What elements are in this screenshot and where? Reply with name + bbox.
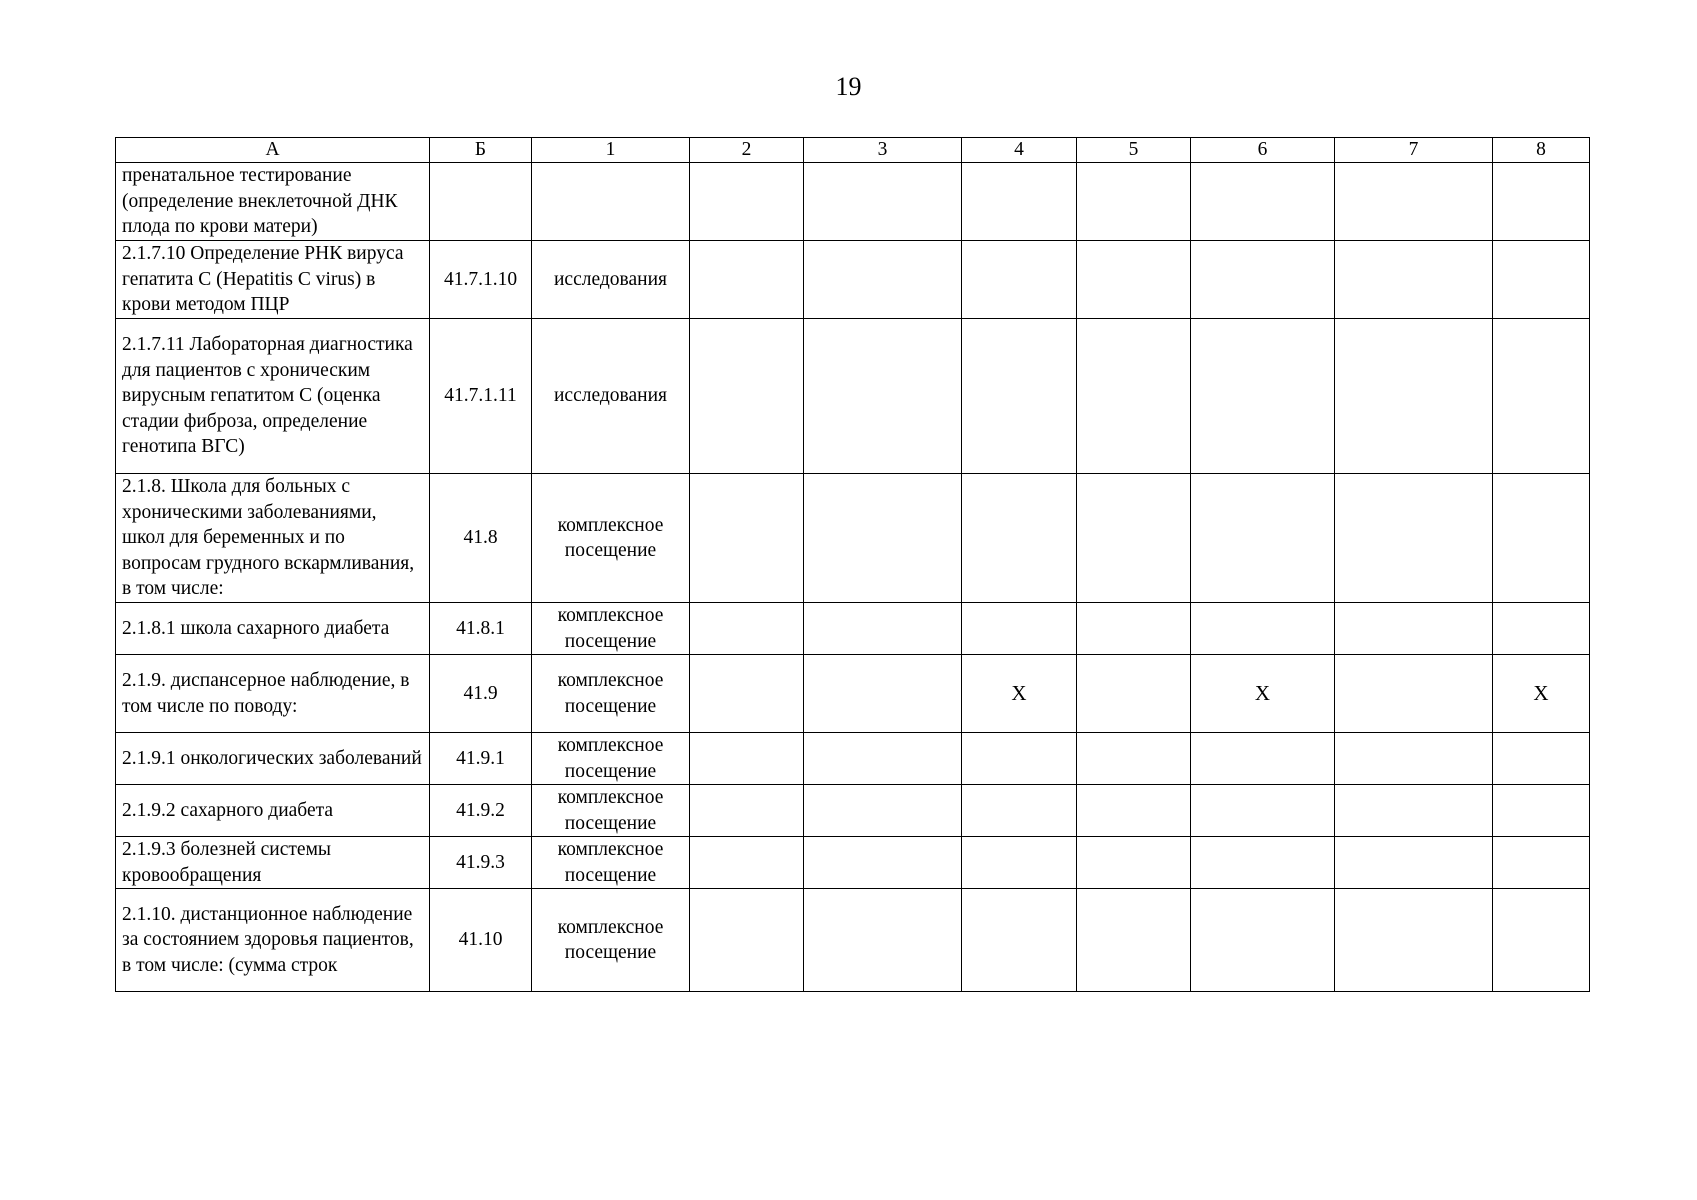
row-name-cell: 2.1.7.10 Определение РНК вируса гепатита С (Hepatitis C virus) в крови методом ПЦР xyxy=(116,241,430,319)
table-row xyxy=(116,733,1590,785)
row-value-cell xyxy=(962,163,1077,241)
row-unit-cell: комплексное посещение xyxy=(532,837,690,889)
row-value-cell xyxy=(1077,241,1191,319)
row-value-cell xyxy=(1335,319,1493,474)
row-value-cell xyxy=(962,733,1077,785)
row-value-cell xyxy=(962,889,1077,992)
row-name-cell: 2.1.9.3 болезней системы кровообращения xyxy=(116,837,430,889)
row-value-cell xyxy=(962,319,1077,474)
table-row xyxy=(116,319,1590,474)
data-table xyxy=(115,137,1590,992)
row-code-cell: 41.7.1.11 xyxy=(430,319,532,474)
row-value-cell xyxy=(1335,241,1493,319)
row-value-cell xyxy=(1335,655,1493,733)
row-value-cell xyxy=(804,474,962,603)
table-row xyxy=(116,163,1590,241)
row-name-cell: 2.1.8. Школа для больных с хроническими заболеваниями, школ для беременных и по вопросам грудного вскармливания, в том числе: xyxy=(116,474,430,603)
row-value-cell xyxy=(690,241,804,319)
row-value-cell xyxy=(1493,241,1590,319)
row-code-cell xyxy=(430,163,532,241)
table-row xyxy=(116,889,1590,992)
row-value-cell xyxy=(1335,163,1493,241)
row-value-cell xyxy=(1077,655,1191,733)
row-value-cell xyxy=(1191,889,1335,992)
row-name-cell: 2.1.10. дистанционное наблюдение за состоянием здоровья пациентов, в том числе: (сумма строк xyxy=(116,889,430,992)
row-code-cell: 41.7.1.10 xyxy=(430,241,532,319)
row-value-cell xyxy=(1191,319,1335,474)
row-value-cell xyxy=(1493,163,1590,241)
table-row xyxy=(116,474,1590,603)
row-value-cell xyxy=(962,241,1077,319)
row-unit-cell: исследования xyxy=(532,241,690,319)
row-unit-cell xyxy=(532,163,690,241)
row-value-cell xyxy=(1493,785,1590,837)
row-code-cell: 41.8 xyxy=(430,474,532,603)
page-number: 19 xyxy=(835,72,862,101)
row-unit-cell: комплексное посещение xyxy=(532,603,690,655)
row-value-cell xyxy=(690,889,804,992)
row-name-cell: 2.1.7.11 Лабораторная диагностика для пациентов с хроническим вирусным гепатитом С (оценка стадии фиброза, определение генотипа ВГС) xyxy=(116,319,430,474)
row-value-cell xyxy=(962,785,1077,837)
row-mark-cell: Х xyxy=(1493,655,1590,733)
row-value-cell xyxy=(1335,837,1493,889)
row-code-cell: 41.9.3 xyxy=(430,837,532,889)
row-value-cell xyxy=(1191,837,1335,889)
row-unit-cell: комплексное посещение xyxy=(532,733,690,785)
row-value-cell xyxy=(804,603,962,655)
row-value-cell xyxy=(690,319,804,474)
row-value-cell xyxy=(804,733,962,785)
header-cell-2: 2 xyxy=(690,138,804,163)
row-value-cell xyxy=(690,474,804,603)
header-cell-7: 7 xyxy=(1335,138,1493,163)
row-name-cell: 2.1.8.1 школа сахарного диабета xyxy=(116,603,430,655)
row-unit-cell: комплексное посещение xyxy=(532,474,690,603)
row-value-cell xyxy=(804,837,962,889)
row-value-cell xyxy=(1335,474,1493,603)
row-unit-cell: комплексное посещение xyxy=(532,785,690,837)
header-cell-5: 5 xyxy=(1077,138,1191,163)
header-cell-a: А xyxy=(116,138,430,163)
row-code-cell: 41.10 xyxy=(430,889,532,992)
row-value-cell xyxy=(1493,889,1590,992)
row-value-cell xyxy=(1077,474,1191,603)
row-value-cell xyxy=(804,785,962,837)
header-cell-4: 4 xyxy=(962,138,1077,163)
row-name-cell: 2.1.9.1 онкологических заболеваний xyxy=(116,733,430,785)
row-value-cell xyxy=(804,241,962,319)
row-mark-cell: Х xyxy=(962,655,1077,733)
row-name-cell: 2.1.9.2 сахарного диабета xyxy=(116,785,430,837)
header-cell-3: 3 xyxy=(804,138,962,163)
row-code-cell: 41.9 xyxy=(430,655,532,733)
row-value-cell xyxy=(1191,241,1335,319)
table-row xyxy=(116,785,1590,837)
row-mark-cell: Х xyxy=(1191,655,1335,733)
row-value-cell xyxy=(690,655,804,733)
row-value-cell xyxy=(1077,837,1191,889)
row-value-cell xyxy=(1077,603,1191,655)
row-code-cell: 41.9.1 xyxy=(430,733,532,785)
row-value-cell xyxy=(1191,163,1335,241)
table-header-row xyxy=(116,138,1590,163)
row-name-cell: пренатальное тестирование (определение внеклеточной ДНК плода по крови матери) xyxy=(116,163,430,241)
row-value-cell xyxy=(962,837,1077,889)
row-value-cell xyxy=(1335,785,1493,837)
row-code-cell: 41.8.1 xyxy=(430,603,532,655)
table-row xyxy=(116,837,1590,889)
row-value-cell xyxy=(690,785,804,837)
header-cell-b: Б xyxy=(430,138,532,163)
row-value-cell xyxy=(690,603,804,655)
table-row xyxy=(116,655,1590,733)
row-value-cell xyxy=(1191,474,1335,603)
row-value-cell xyxy=(962,474,1077,603)
row-value-cell xyxy=(1493,837,1590,889)
row-value-cell xyxy=(962,603,1077,655)
row-value-cell xyxy=(804,889,962,992)
row-value-cell xyxy=(1077,733,1191,785)
row-value-cell xyxy=(690,163,804,241)
row-value-cell xyxy=(804,163,962,241)
row-value-cell xyxy=(1335,889,1493,992)
row-value-cell xyxy=(804,655,962,733)
row-value-cell xyxy=(1191,733,1335,785)
header-cell-1: 1 xyxy=(532,138,690,163)
row-name-cell: 2.1.9. диспансерное наблюдение, в том числе по поводу: xyxy=(116,655,430,733)
row-value-cell xyxy=(1493,474,1590,603)
row-unit-cell: исследования xyxy=(532,319,690,474)
header-cell-8: 8 xyxy=(1493,138,1590,163)
row-value-cell xyxy=(1335,733,1493,785)
row-unit-cell: комплексное посещение xyxy=(532,655,690,733)
row-value-cell xyxy=(804,319,962,474)
row-value-cell xyxy=(1335,603,1493,655)
row-value-cell xyxy=(690,733,804,785)
row-value-cell xyxy=(1493,733,1590,785)
row-value-cell xyxy=(1077,785,1191,837)
row-value-cell xyxy=(690,837,804,889)
table-row xyxy=(116,241,1590,319)
table-row xyxy=(116,603,1590,655)
row-code-cell: 41.9.2 xyxy=(430,785,532,837)
row-value-cell xyxy=(1493,319,1590,474)
row-value-cell xyxy=(1077,889,1191,992)
row-value-cell xyxy=(1191,785,1335,837)
row-value-cell xyxy=(1077,163,1191,241)
row-value-cell xyxy=(1077,319,1191,474)
header-cell-6: 6 xyxy=(1191,138,1335,163)
row-unit-cell: комплексное посещение xyxy=(532,889,690,992)
row-value-cell xyxy=(1191,603,1335,655)
row-value-cell xyxy=(1493,603,1590,655)
